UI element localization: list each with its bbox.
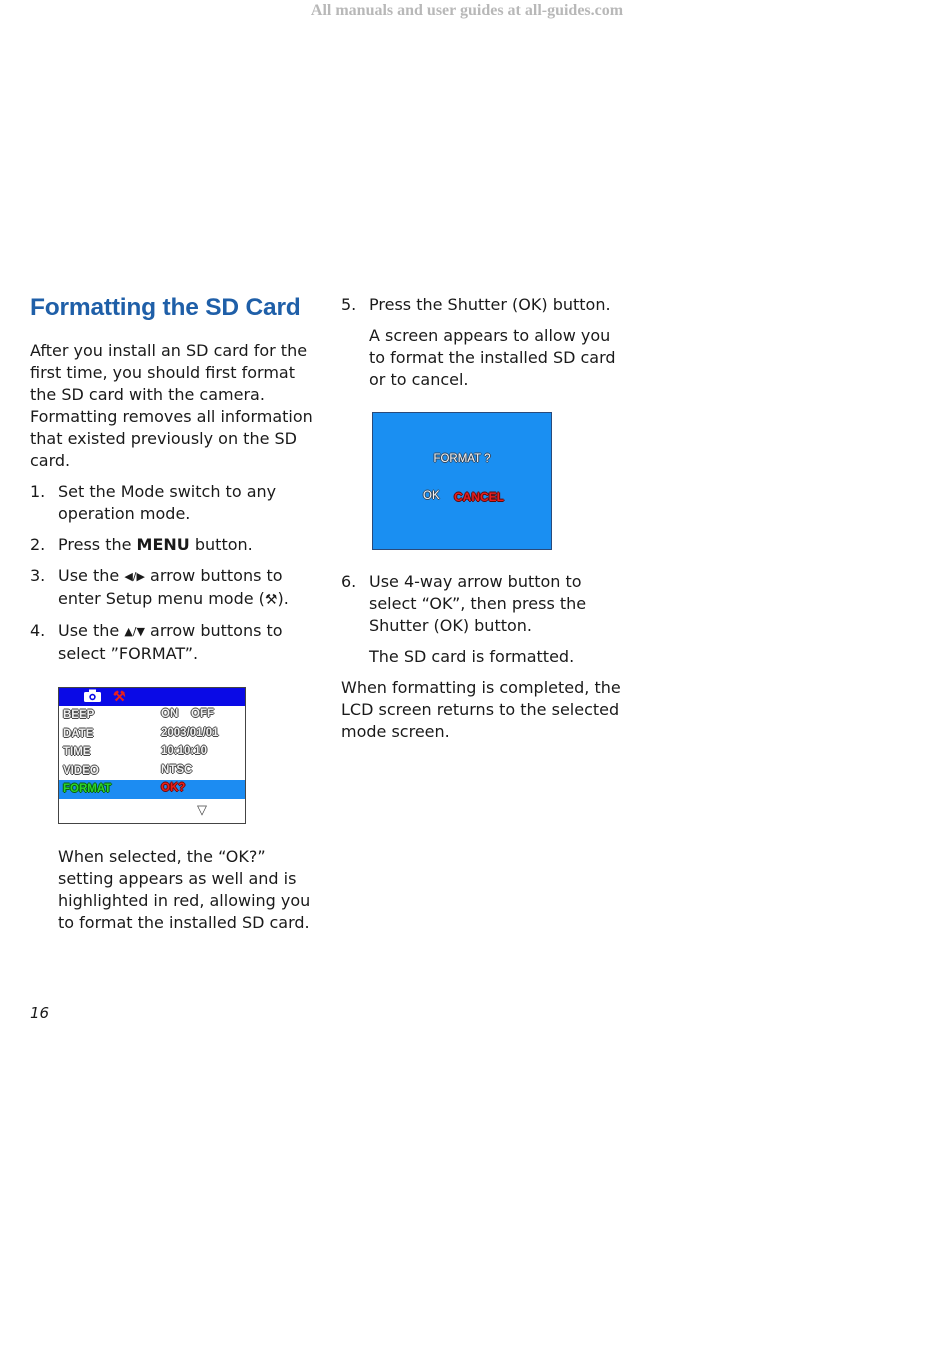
step-number: 2.	[30, 535, 46, 554]
step-text: Use the	[58, 621, 125, 640]
menu-row-format	[59, 780, 245, 799]
menu-button-name: MENU	[136, 535, 190, 554]
step-text: Use 4-way arrow button to select “OK”, then press the Shutter (OK) button.	[369, 572, 587, 635]
page-number: 16	[30, 1004, 50, 1022]
step-number: 4.	[30, 621, 46, 640]
step-5	[341, 294, 631, 316]
closing-paragraph: When formatting is completed, the LCD screen returns to the selected mode screen.	[341, 678, 621, 741]
menu-row-value: 10:10:10	[161, 745, 208, 757]
menu-row-value: 2003/01/01	[161, 726, 219, 739]
step-text: Press the Shutter (OK) button.	[369, 295, 611, 314]
up-down-arrow-icon: ▲/▼	[124, 625, 145, 638]
step-1	[30, 481, 320, 525]
format-question: FORMAT ?	[433, 453, 491, 465]
menu-row-label: BEEP	[63, 709, 95, 721]
menu-row-label: FORMAT	[63, 783, 112, 795]
menu-row-beep	[59, 706, 245, 725]
step-2	[30, 534, 320, 556]
step-number: 5.	[341, 295, 357, 314]
step-6	[341, 571, 631, 637]
left-column	[30, 294, 320, 943]
setup-icon: ⚒	[264, 592, 278, 608]
menu-row-value: ON OFF	[161, 708, 215, 720]
menu-row-time	[59, 743, 245, 762]
menu-footer	[59, 799, 245, 823]
step-4	[30, 620, 320, 665]
step-text: Use the	[58, 566, 125, 585]
menu-header	[59, 688, 245, 706]
menu-row-label: TIME	[63, 746, 91, 758]
format-ok-option: OK	[423, 490, 440, 502]
camera-icon	[84, 689, 101, 702]
step-text-mid: arrow buttons to enter Setup menu mode (	[58, 566, 283, 608]
step-3	[30, 565, 320, 611]
menu-row-label: VIDEO	[63, 764, 99, 777]
menu-row-value: NTSC	[161, 763, 193, 776]
watermark: All manuals and user guides at all-guides.com	[310, 2, 624, 19]
menu-row-date	[59, 725, 245, 744]
step-text-end: ).	[277, 589, 289, 608]
setup-menu-screenshot	[58, 687, 246, 824]
menu-row-value: OK?	[161, 782, 186, 794]
format-screen-screenshot	[372, 412, 552, 550]
setup-icon: ⚒	[113, 688, 126, 704]
left-right-arrow-icon: ◀/▶	[124, 570, 145, 583]
menu-row-video	[59, 762, 245, 781]
menu-row-label: DATE	[63, 727, 94, 740]
scroll-down-icon: ▽	[197, 801, 207, 817]
page-title: Formatting the SD Card	[30, 294, 301, 321]
step-5-note: A screen appears to allow you to format the installed SD card or to cancel.	[369, 326, 616, 389]
step-text-end: arrow buttons to select ”FORMAT”.	[58, 621, 283, 663]
step-text: Set the Mode switch to any operation mode.	[58, 482, 277, 523]
right-column	[341, 294, 631, 752]
menu-note: When selected, the “OK?” setting appears as well and is highlighted in red, allowing you to format the installed SD card.	[58, 846, 311, 932]
step-number: 3.	[30, 566, 46, 585]
step-text-end: button.	[189, 535, 253, 554]
step-6-note: The SD card is formatted.	[369, 647, 575, 666]
step-text: Press the	[58, 535, 137, 554]
step-number: 6.	[341, 572, 357, 591]
step-number: 1.	[30, 482, 46, 501]
format-cancel-option: CANCEL	[454, 490, 504, 504]
intro-paragraph: After you install an SD card for the first time, you should first format the SD card with the camera. Formatting removes all information that existed previously on the SD card.	[30, 341, 313, 470]
